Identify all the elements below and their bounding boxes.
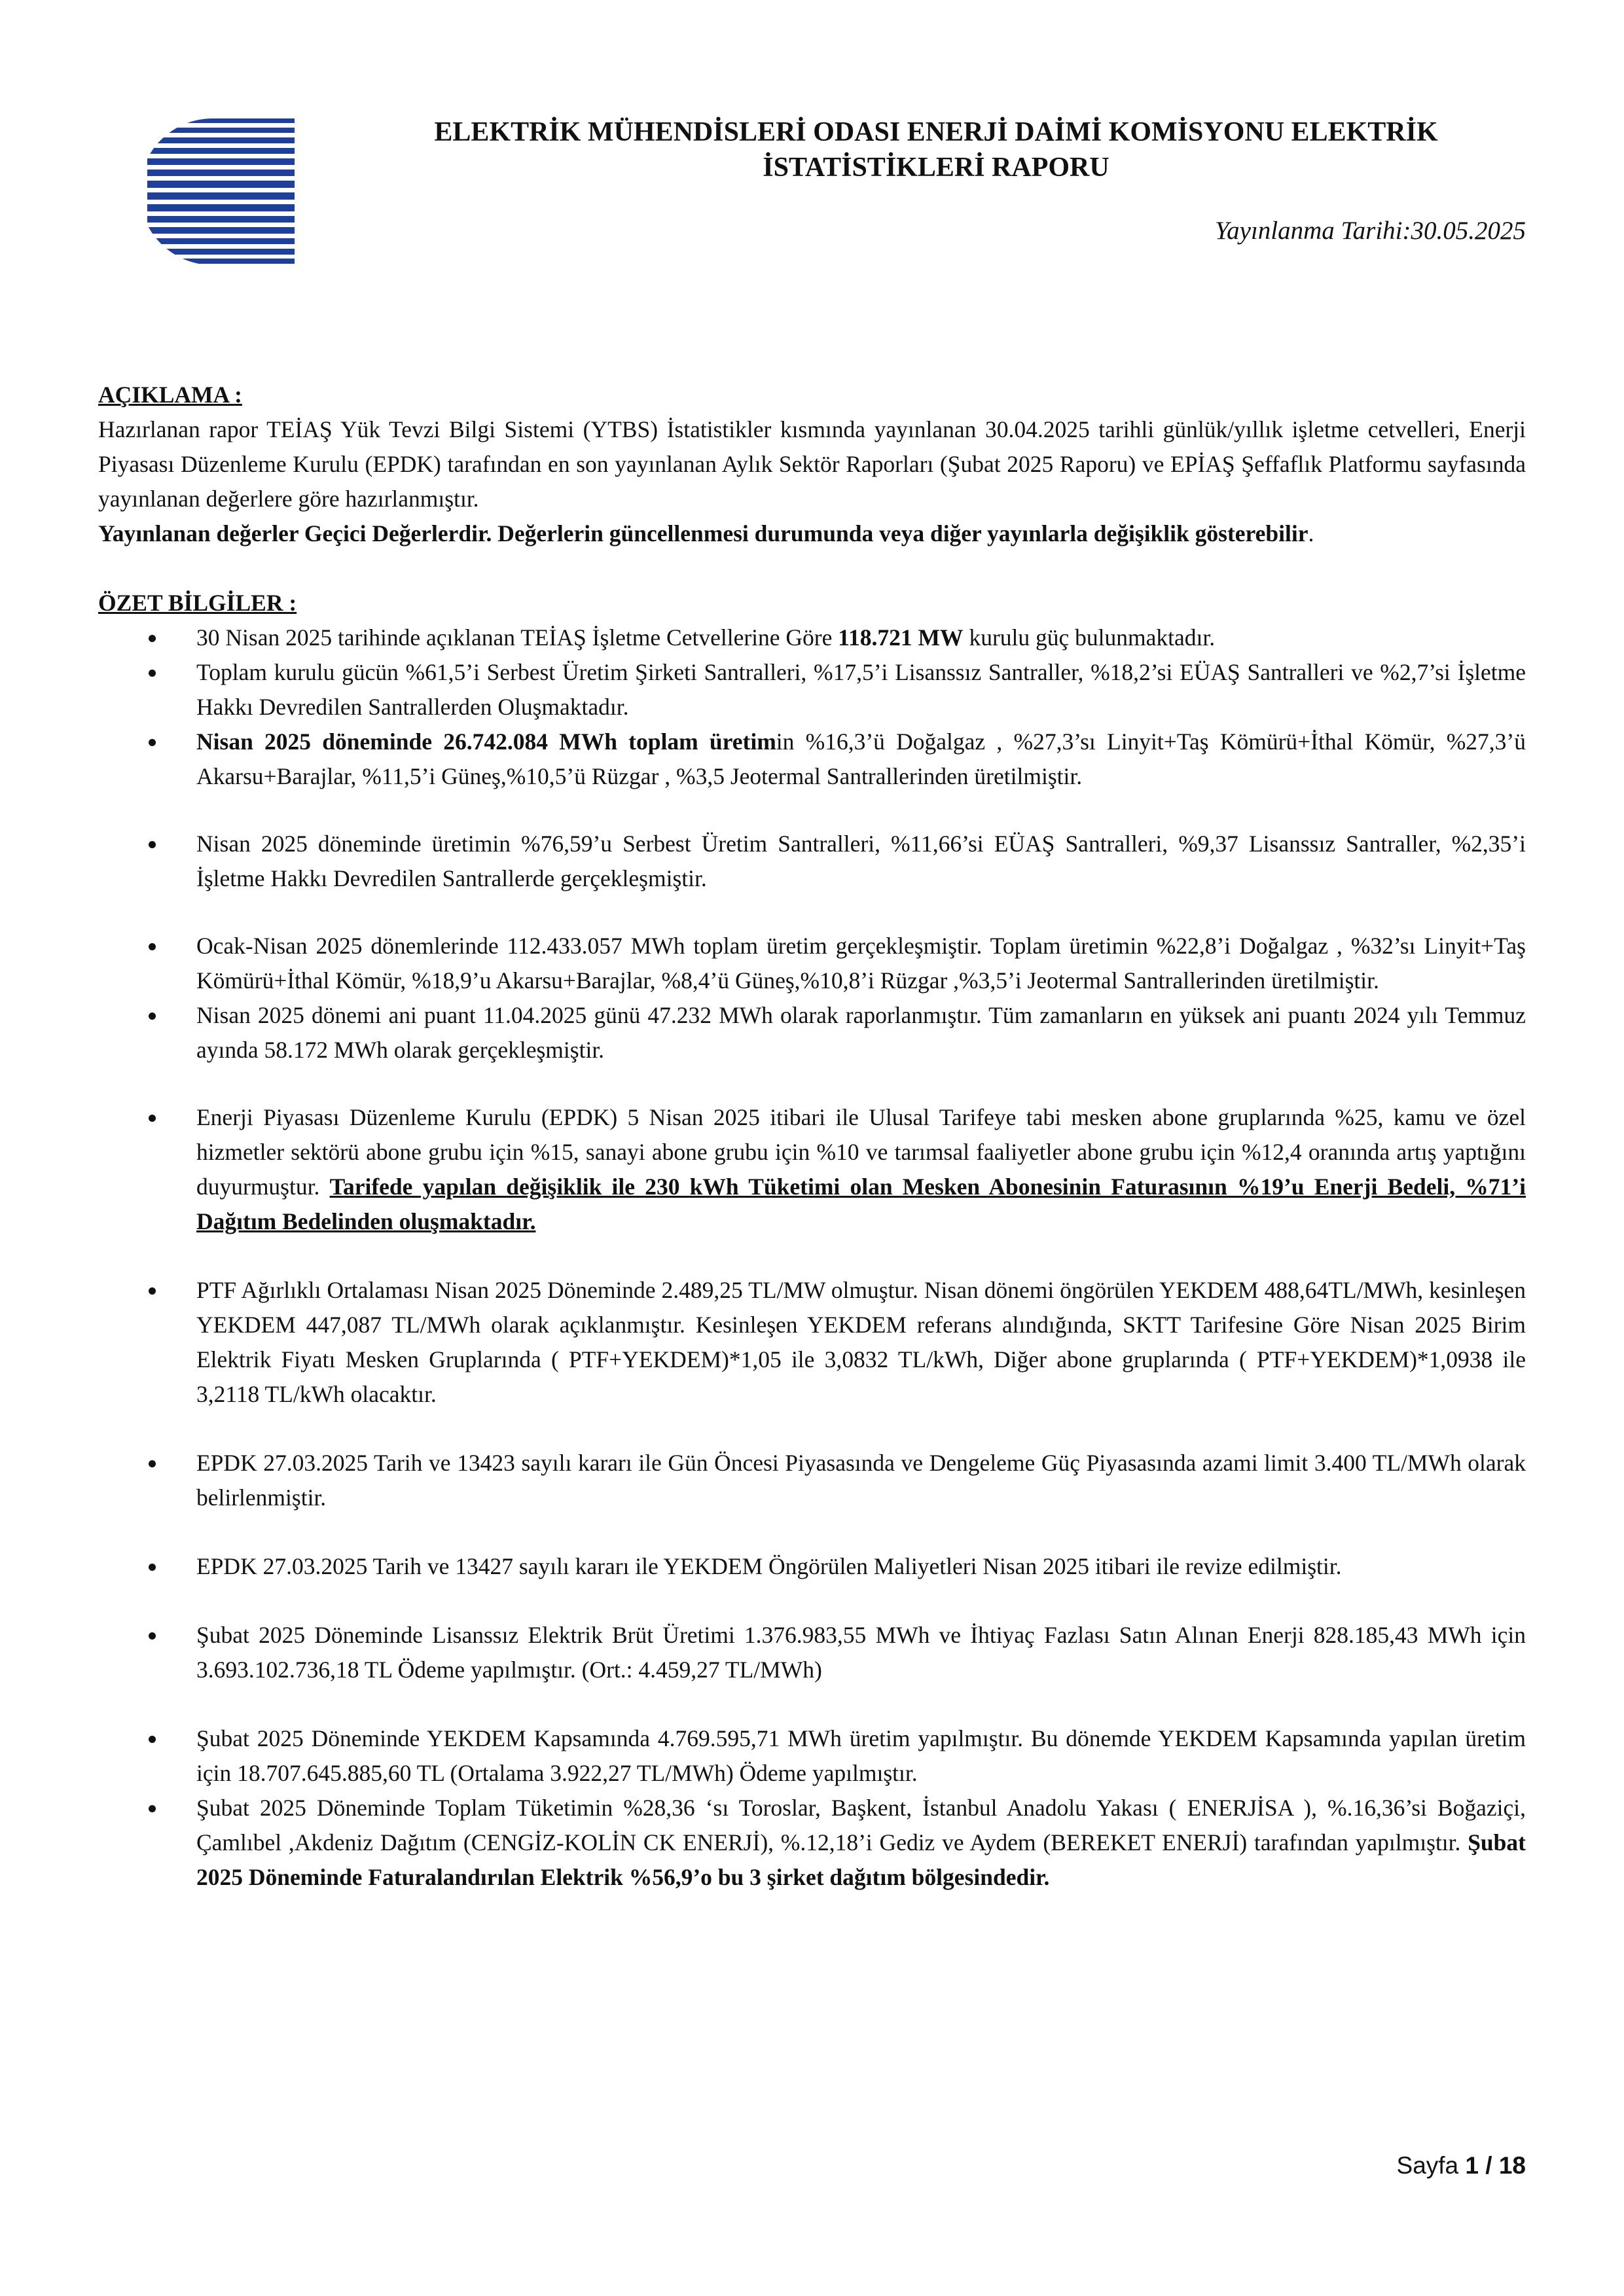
item-text: Ocak-Nisan 2025 dönemlerinde 112.433.057 MWh toplam üretim gerçekleşmiştir. Toplam üretimin %22,8’i Doğalgaz , %32’sı Linyit+Taş Kömürü+İthal Kömür, %18,9’u Akarsu+Barajlar, %8,4’ü Güneş,%10,8’i Rüzgar ,%3,5’i Jeotermal Santrallerinden üretilmiştir. — [196, 933, 1526, 994]
provisional-warning — [98, 516, 1526, 551]
item-text: Toplam kurulu gücün %61,5’i Serbest Üretim Şirketi Santralleri, %17,5’i Lisanssız Santraller, %18,2’si EÜAŞ Santralleri ve %2,7’si İşletme Hakkı Devredilen Santrallerden Oluşmaktadır. — [196, 659, 1526, 720]
item-bold: 118.721 MW — [838, 624, 964, 651]
bullet-icon — [149, 1632, 156, 1640]
provisional-warning-text: Yayınlanan değerler Geçici Değerlerdir. Değerlerin güncellenmesi durumunda veya diğer yayınlarla değişiklik gösterebilir — [98, 520, 1308, 547]
total-pages: 18 — [1498, 2152, 1526, 2179]
item-text: in %16,3’ü Doğalgaz , %27,3’sı Linyit+Taş Kömürü+İthal Kömür, %27,3’ü Akarsu+Barajlar, %11,5’i Güneş,%10,5’ü Rüzgar , %3,5 Jeotermal Santrallerinden üretilmiştir. — [196, 728, 1526, 789]
report-title-line2: İSTATİSTİKLERİ RAPORU — [763, 152, 1110, 183]
list-item — [98, 1791, 1526, 1895]
item-text: Şubat 2025 Döneminde Lisanssız Elektrik Brüt Üretimi 1.376.983,55 MWh ve İhtiyaç Fazlası Satın Alınan Enerji 828.185,43 MWh için 3.693.102.736,18 TL Ödeme yapılmıştır. (Ort.: 4.459,27 TL/MWh) — [196, 1622, 1526, 1683]
bullet-icon — [149, 739, 156, 746]
item-text: Şubat 2025 Döneminde Toplam Tüketimin %28,36 ‘sı Toroslar, Başkent, İstanbul Anadolu Yakası ( ENERJİSA ), %.16,36’si Boğaziçi, Çamlıbel ,Akdeniz Dağıtım (CENGİZ-KOLİN CK ENERJİ), %.12,18’i Gediz ve Aydem (BEREKET ENERJİ) tarafından yapılmıştır. — [196, 1795, 1526, 1856]
item-bold: Nisan 2025 döneminde 26.742.084 MWh toplam üretim — [196, 728, 776, 755]
bullet-icon — [149, 1805, 156, 1812]
summary-list — [98, 620, 1526, 1895]
list-item — [98, 1549, 1526, 1584]
list-item — [98, 1273, 1526, 1412]
item-text: Nisan 2025 döneminde üretimin %76,59’u Serbest Üretim Santralleri, %11,66’si EÜAŞ Santralleri, %9,37 Lisanssız Santraller, %2,35’i İşletme Hakkı Devredilen Santrallerde gerçekleşmiştir. — [196, 831, 1526, 891]
item-text: 30 Nisan 2025 tarihinde açıklanan TEİAŞ İşletme Cetvellerine Göre — [196, 624, 839, 651]
item-text: Nisan 2025 dönemi ani puant 11.04.2025 günü 47.232 MWh olarak raporlanmıştır. Tüm zamanların en yüksek ani puantı 2024 yılı Temmuz ayında 58.172 MWh olarak gerçekleşmiştir. — [196, 1002, 1526, 1063]
aciklama-text: Hazırlanan rapor TEİAŞ Yük Tevzi Bilgi Sistemi (YTBS) İstatistikler kısmında yayınlanan 30.04.2025 tarihli günlük/yıllık işletme cetvelleri, Enerji Piyasası Düzenleme Kurulu (EPDK) tarafından en son yayınlanan Aylık Sektör Raporları (Şubat 2025 Raporu) ve EPİAŞ Şeffaflık Platformu sayfasında yayınlanan değerlere göre hazırlanmıştır. — [98, 416, 1526, 512]
list-item — [98, 1446, 1526, 1515]
item-text: EPDK 27.03.2025 Tarih ve 13423 sayılı kararı ile Gün Öncesi Piyasasında ve Dengeleme Güç Piyasasında azami limit 3.400 TL/MWh olarak belirlenmiştir. — [196, 1450, 1526, 1511]
ozet-heading: ÖZET BİLGİLER : — [98, 590, 297, 616]
bullet-icon — [149, 1460, 156, 1467]
bullet-icon — [149, 635, 156, 642]
list-item — [98, 1721, 1526, 1791]
report-body — [98, 378, 1526, 1895]
provisional-warning-period: . — [1308, 520, 1314, 547]
page-number — [1397, 2152, 1526, 2179]
bullet-icon — [149, 670, 156, 677]
bullet-icon — [149, 1736, 156, 1743]
bullet-icon — [149, 1564, 156, 1571]
bullet-icon — [149, 841, 156, 848]
list-item — [98, 1100, 1526, 1239]
list-item — [98, 827, 1526, 896]
page-label: Sayfa — [1396, 2152, 1466, 2179]
current-page: 1 — [1465, 2152, 1479, 2179]
list-item — [98, 929, 1526, 998]
list-item — [98, 620, 1526, 655]
publication-date: Yayınlanma Tarihi:30.05.2025 — [1215, 217, 1526, 245]
list-item — [98, 998, 1526, 1067]
item-text: Enerji Piyasası Düzenleme Kurulu (EPDK) 5 Nisan 2025 itibari ile Ulusal Tarifeye tabi mesken abone gruplarında %25, kamu ve özel hizmetler sektörü abone grubu için %15, sanayi abone grubu için %10 ve tarımsal faaliyetler abone grubu için %12,4 oranında artış yaptığını duyurmuştur. — [196, 1104, 1526, 1200]
item-bold: Şubat 2025 Döneminde Faturalandırılan Elektrik %56,9’o bu 3 şirket dağıtım bölgesindedir. — [196, 1829, 1526, 1890]
report-title — [340, 115, 1532, 185]
page-separator: / — [1479, 2152, 1499, 2179]
tariff-highlight: Tarifede yapılan değişiklik ile 230 kWh Tüketimi olan Mesken Abonesinin Faturasının %19’u Enerji Bedeli, %71’i Dağıtım Bedelinden oluşmaktadır. — [196, 1174, 1526, 1234]
aciklama-heading: AÇIKLAMA : — [98, 382, 242, 408]
list-item — [98, 725, 1526, 794]
report-title-line1: ELEKTRİK MÜHENDİSLERİ ODASI ENERJİ DAİMİ KOMİSYONU ELEKTRİK — [434, 117, 1438, 147]
list-item — [98, 655, 1526, 725]
list-item — [98, 1618, 1526, 1687]
bullet-icon — [149, 1287, 156, 1295]
item-text: EPDK 27.03.2025 Tarih ve 13427 sayılı kararı ile YEKDEM Öngörülen Maliyetleri Nisan 2025 itibari ile revize edilmiştir. — [196, 1553, 1342, 1579]
item-text: kurulu güç bulunmaktadır. — [963, 624, 1216, 651]
bullet-icon — [149, 1115, 156, 1122]
item-text: Şubat 2025 Döneminde YEKDEM Kapsamında 4.769.595,71 MWh üretim yapılmıştır. Bu dönemde YEKDEM Kapsamında yapılan üretim için 18.707.645.885,60 TL (Ortalama 3.922,27 TL/MWh) Ödeme yapılmıştır. — [196, 1725, 1526, 1786]
item-text: PTF Ağırlıklı Ortalaması Nisan 2025 Döneminde 2.489,25 TL/MW olmuştur. Nisan dönemi öngörülen YEKDEM 488,64TL/MWh, kesinleşen YEKDEM 447,087 TL/MWh olarak açıklanmıştır. Kesinleşen YEKDEM referans alındığında, SKTT Tarifesine Göre Nisan 2025 Birim Elektrik Fiyatı Mesken Gruplarında ( PTF+YEKDEM)*1,05 ile 3,0832 TL/kWh, Diğer abone gruplarında ( PTF+YEKDEM)*1,0938 ile 3,2118 TL/kWh olacaktır. — [196, 1277, 1526, 1407]
emo-logo — [147, 115, 295, 265]
bullet-icon — [149, 943, 156, 950]
bullet-icon — [149, 1013, 156, 1020]
